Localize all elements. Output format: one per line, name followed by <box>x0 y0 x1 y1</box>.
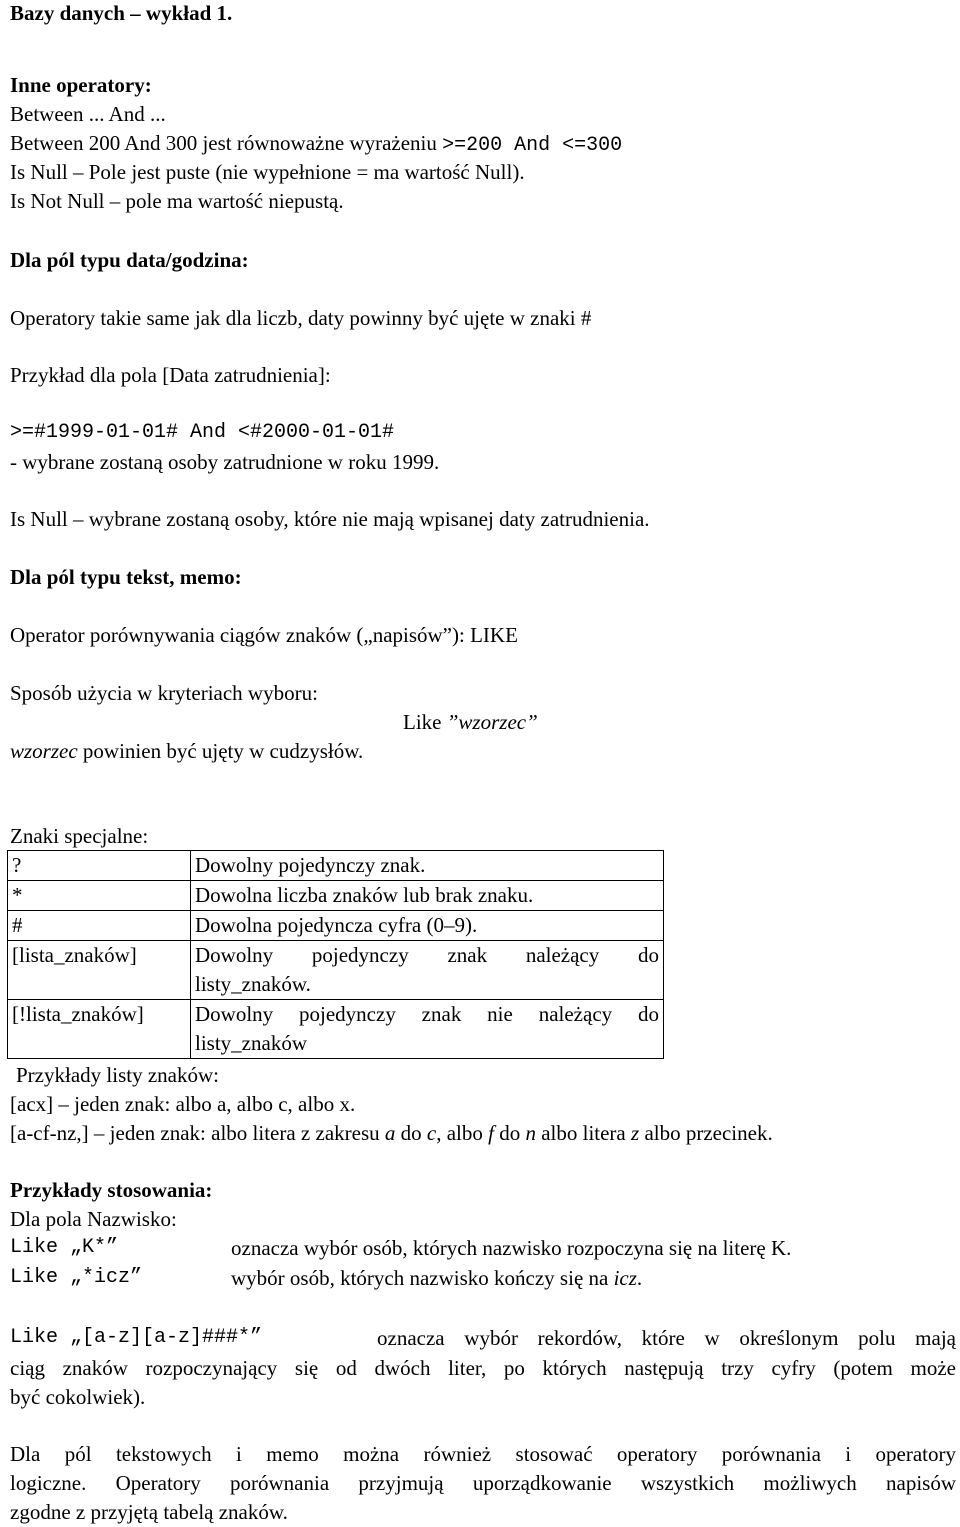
section-heading-operators: Inne operatory: <box>10 73 152 97</box>
usage-heading: Przykłady stosowania: <box>10 1178 213 1202</box>
pattern-placeholder: ”wzorzec” <box>446 710 538 734</box>
symbol-cell: ? <box>8 851 191 881</box>
document-title: Bazy danych – wykład 1. <box>10 1 233 25</box>
is-not-null-line: Is Not Null – pole ma wartość niepustą. <box>10 189 344 213</box>
final-paragraph-line-2: logiczne. Operatory porównania przyjmują uporządkowanie wszystkich możliwych napisów <box>10 1471 956 1495</box>
date-example-intro: Przykład dla pola [Data zatrudnienia]: <box>10 363 331 387</box>
table-row <box>8 881 664 911</box>
description-cell: Dowolny pojedynczy znak należący do listy_znaków. <box>191 941 664 1000</box>
usage-example-3-desc: oznacza wybór rekordów, które w określonym polu mają <box>377 1326 956 1350</box>
pattern-quote-note: wzorzec powinien być ujęty w cudzysłów. <box>10 739 364 763</box>
usage-example-3-line-2: ciąg znaków rozpoczynający się od dwóch liter, po których następują trzy cyfry (potem może <box>10 1356 956 1380</box>
description-cell: Dowolna liczba znaków lub brak znaku. <box>191 881 664 911</box>
section-heading-date: Dla pól typu data/godzina: <box>10 248 249 272</box>
table-row <box>8 911 664 941</box>
usage-example-3-line-3: być cokolwiek). <box>10 1385 146 1409</box>
date-operators-text: Operatory takie same jak dla liczb, daty powinny być ujęte w znaki # <box>10 306 592 330</box>
description-cell: Dowolny pojedynczy znak. <box>191 851 664 881</box>
date-example-code: >=#1999-01-01# And <#2000-01-01# <box>10 421 395 444</box>
symbol-cell: # <box>8 911 191 941</box>
usage-example-2-code: Like „*icz” <box>10 1266 143 1289</box>
date-isnull-text: Is Null – wybrane zostaną osoby, które nie mają wpisanej daty zatrudnienia. <box>10 507 650 531</box>
final-paragraph-line-3: zgodne z przyjętą tabelą znaków. <box>10 1500 288 1524</box>
char-list-example-2: [a-cf-nz,] – jeden znak: albo litera z zakresu a do c, albo f do n albo litera z albo przecinek. <box>10 1121 773 1145</box>
like-operator-text: Operator porównywania ciągów znaków („napisów”): LIKE <box>10 623 518 647</box>
between-code: >=200 And <=300 <box>442 134 623 157</box>
description-cell: Dowolny pojedynczy znak nie należący do listy_znaków <box>191 1000 664 1059</box>
usage-example-3-code: Like „[a-z][a-z]###*” <box>10 1326 263 1349</box>
table-row <box>8 851 664 881</box>
usage-example-2-desc: wybór osób, których nazwisko kończy się na icz. <box>231 1266 643 1290</box>
special-chars-table <box>7 850 664 1059</box>
char-list-heading: Przykłady listy znaków: <box>16 1063 219 1087</box>
description-cell: Dowolna pojedyncza cyfra (0–9). <box>191 911 664 941</box>
date-example-result: - wybrane zostaną osoby zatrudnione w roku 1999. <box>10 450 440 474</box>
between-equivalence-line: Between 200 And 300 jest równoważne wyrażeniu >=200 And <=300 <box>10 131 623 157</box>
like-usage-intro: Sposób użycia w kryteriach wyboru: <box>10 681 318 705</box>
section-heading-text: Dla pól typu tekst, memo: <box>10 565 242 589</box>
special-chars-heading: Znaki specjalne: <box>10 824 149 848</box>
between-line: Between ... And ... <box>10 102 166 126</box>
table-row <box>8 941 664 1000</box>
usage-example-1-code: Like „K*” <box>10 1236 119 1259</box>
usage-example-1-desc: oznacza wybór osób, których nazwisko rozpoczyna się na literę K. <box>231 1236 792 1260</box>
table-row <box>8 1000 664 1059</box>
like-pattern-line: Like ”wzorzec” <box>403 710 538 734</box>
usage-field-intro: Dla pola Nazwisko: <box>10 1207 177 1231</box>
symbol-cell: * <box>8 881 191 911</box>
final-paragraph-line-1: Dla pól tekstowych i memo można również stosować operatory porównania i operatory <box>10 1442 956 1466</box>
symbol-cell: [!lista_znaków] <box>8 1000 191 1059</box>
is-null-line: Is Null – Pole jest puste (nie wypełnione = ma wartość Null). <box>10 160 525 184</box>
char-list-example-1: [acx] – jeden znak: albo a, albo c, albo x. <box>10 1092 356 1116</box>
symbol-cell: [lista_znaków] <box>8 941 191 1000</box>
